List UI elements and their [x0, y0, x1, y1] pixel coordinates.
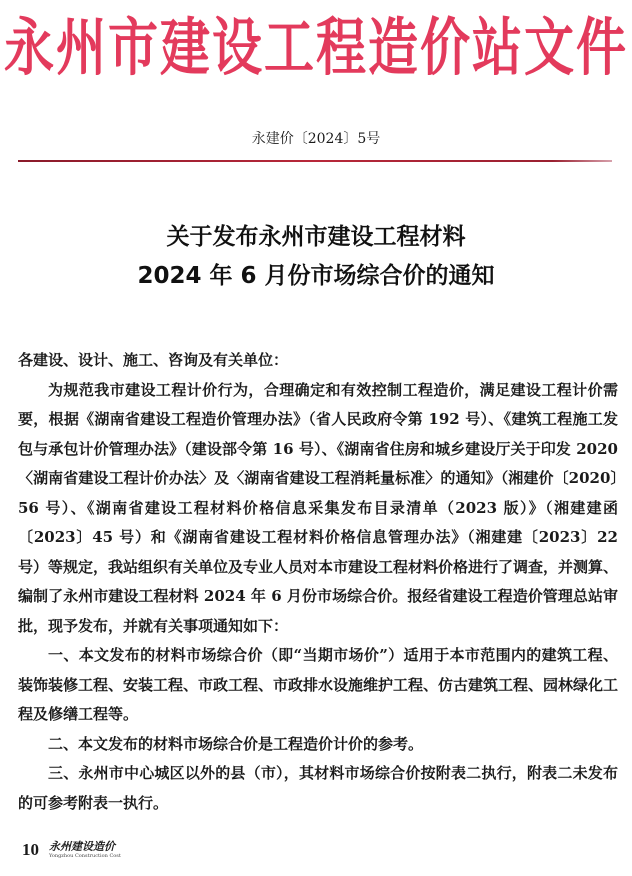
document-masthead: 永州市建设工程造价站文件 [4, 10, 628, 84]
body-paragraph: 二、本文发布的材料市场综合价是工程造价计价的参考。 [48, 734, 424, 753]
salutation: 各建设、设计、施工、咨询及有关单位： [18, 351, 289, 369]
page-footer [22, 840, 121, 860]
page-number: 10 [22, 840, 39, 859]
notice-title-line-1: 关于发布永州市建设工程材料 [166, 224, 466, 250]
body-paragraph: 为规范我市建设工程计价行为，合理确定和有效控制工程造价，满足建设工程计价需要，根据《湖南省建设工程造价管理办法》（省人民政府令第 192 号）、《建筑工程施工发包与承包计价管理办法》（建设部令第 16 号）、《湖南省住房和城乡建设厅关于印发 2020〈湖南省建设工程计价办法〉及〈湖南省建设工程消耗量标准〉的通知》（湘建价〔2020〕56 号）、《湖南省建设工程材料价格信息采集发布目录清单（2023 版）》（湘建建函〔2023〕45 号）和《湖南省建设工程材料价格信息管理办法》（湘建建〔2023〕22 号）等规定，我站组织有关单位及专业人员对本市建设工程材料价格进行了调查，并测算、编制了永州市建设工程材料 2024 年 6 月份市场综合价。报经省建设工程造价管理总站审批，现予发布，并就有关事项通知如下： [18, 380, 619, 635]
logo-chinese-text: 永州建设造价 [49, 840, 115, 853]
logo-english-text: Yongzhou Construction Cost [49, 853, 121, 859]
body-paragraph: 一、本文发布的材料市场综合价（即“当期市场价”）适用于本市范围内的建筑工程、装饰装修工程、安装工程、市政工程、市政排水设施维护工程、仿古建筑工程、园林绿化工程及修缮工程等。 [18, 646, 619, 723]
body-paragraph: 三、永州市中心城区以外的县（市），其材料市场综合价按附表二执行，附表二未发布的可参考附表一执行。 [18, 764, 618, 812]
notice-title-line-2: 2024 年 6 月份市场综合价的通知 [137, 263, 495, 289]
publication-logo [49, 841, 121, 859]
red-divider-line [18, 160, 612, 162]
document-body [18, 346, 618, 818]
document-number: 永建价〔2024〕5号 [251, 131, 381, 147]
